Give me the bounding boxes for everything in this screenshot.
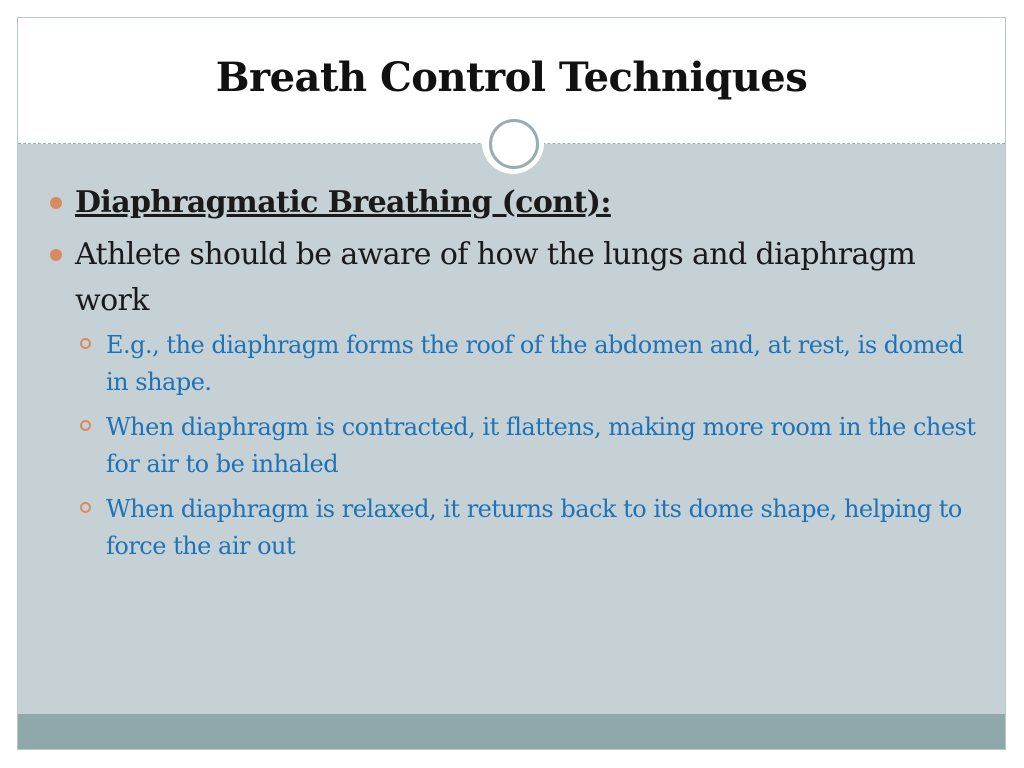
bullet-dot-icon xyxy=(50,249,62,261)
sub-bullet-ring-icon xyxy=(80,502,91,513)
slide xyxy=(17,17,1006,750)
slide-title: Breath Control Techniques xyxy=(215,54,808,101)
sub-bullet-text: When diaphragm is contracted, it flattens, making more room in the chest for air to be inhaled xyxy=(106,413,976,478)
sub-bullet-item xyxy=(18,409,1005,483)
bullet-heading-text: Diaphragmatic Breathing (cont): xyxy=(75,185,611,220)
sub-bullet-ring-icon xyxy=(80,338,91,349)
bullet-item-heading xyxy=(18,180,1005,226)
bullet-list xyxy=(18,180,1005,573)
bullet-item xyxy=(18,232,1005,324)
bullet-text: Athlete should be aware of how the lungs and diaphragm work xyxy=(75,237,916,318)
footer-band xyxy=(18,714,1005,749)
sub-bullet-text: E.g., the diaphragm forms the roof of the abdomen and, at rest, is domed in shape. xyxy=(106,331,964,396)
sub-bullet-item xyxy=(18,491,1005,565)
sub-bullet-ring-icon xyxy=(80,420,91,431)
sub-bullet-text: When diaphragm is relaxed, it returns back to its dome shape, helping to force the air out xyxy=(106,495,962,560)
sub-bullet-item xyxy=(18,327,1005,401)
bullet-dot-icon xyxy=(50,197,62,209)
circle-ring-icon xyxy=(489,119,539,169)
circle-ornament-icon xyxy=(482,112,544,174)
